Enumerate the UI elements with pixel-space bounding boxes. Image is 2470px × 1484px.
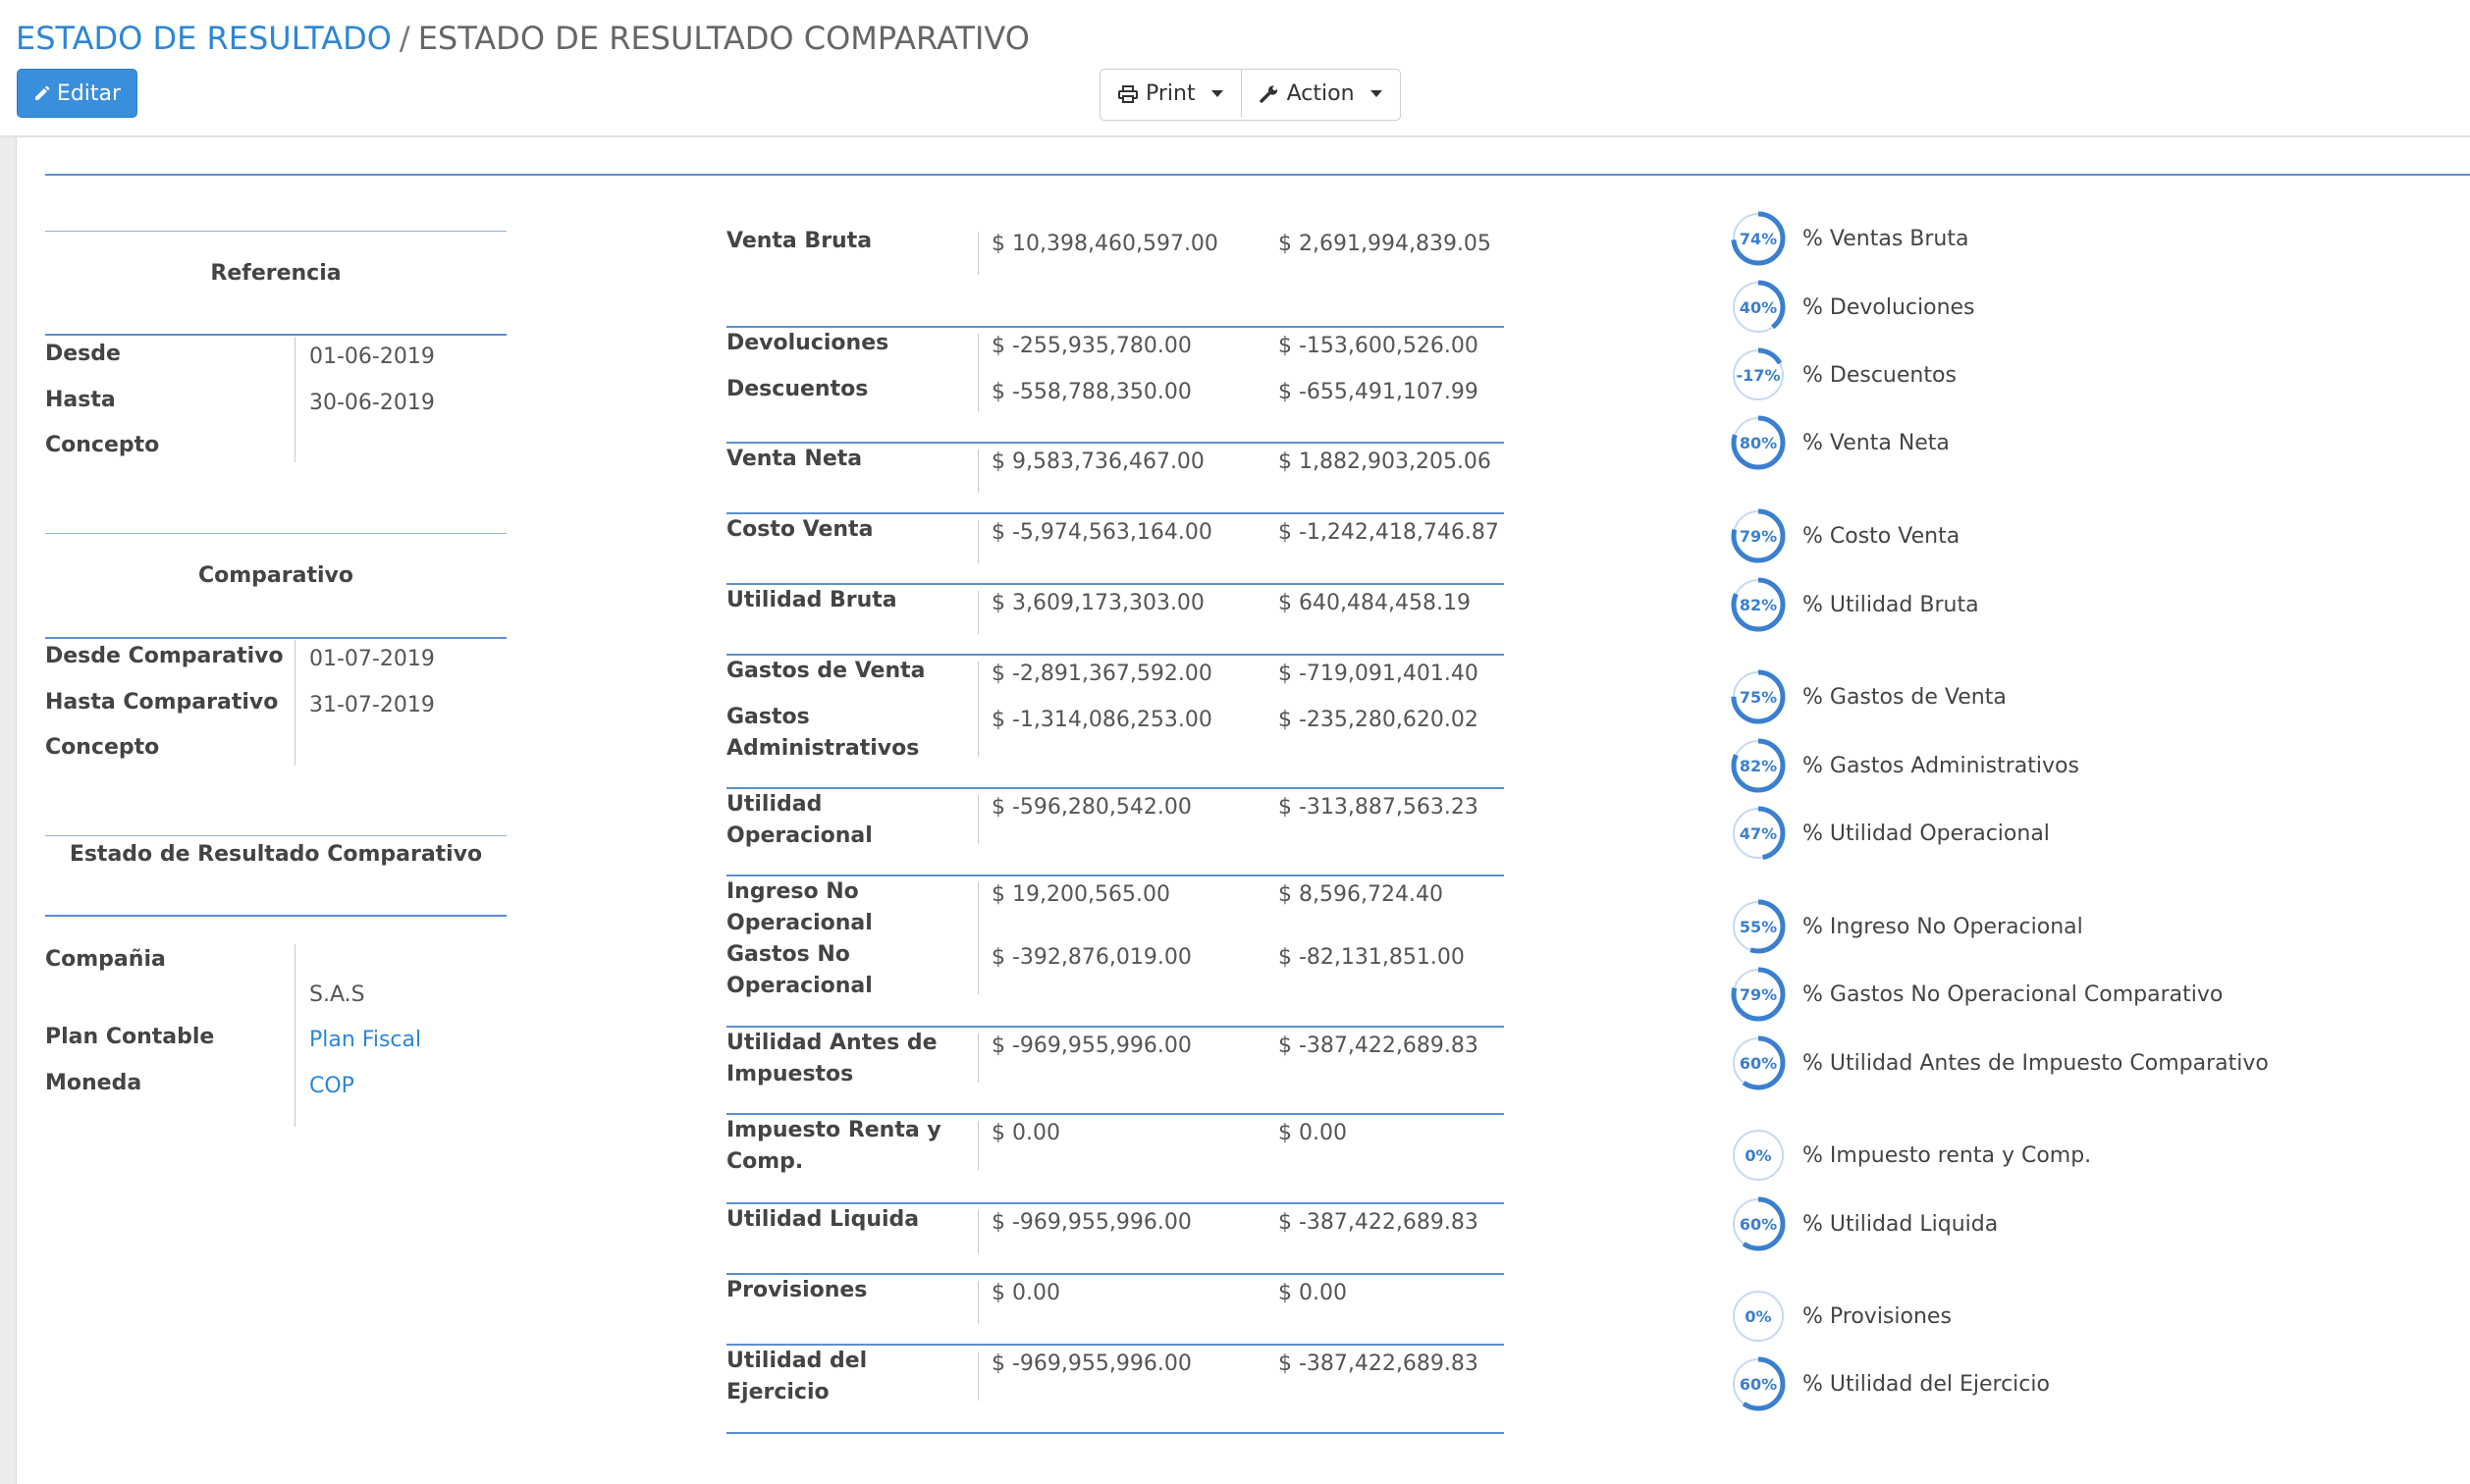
- percentage-item: [1730, 1195, 1998, 1252]
- percentage-label: % Utilidad Bruta: [1802, 592, 1979, 617]
- divider: [45, 231, 507, 232]
- statement-row-value-comparative: $ 2,691,994,839.05: [1278, 232, 1491, 256]
- percentage-label: % Gastos de Venta: [1802, 684, 2007, 710]
- breadcrumb-parent-link[interactable]: ESTADO DE RESULTADO: [16, 20, 392, 57]
- progress-ring: [1730, 1127, 1787, 1184]
- percentage-label: % Gastos No Operacional Comparativo: [1802, 981, 2224, 1007]
- statement-row-value-comparative: $ -387,422,689.83: [1278, 1034, 1478, 1058]
- percentage-item: [1730, 414, 1950, 471]
- statement-row-value-reference: $ -969,955,996.00: [992, 1034, 1192, 1058]
- progress-ring-value: 60%: [1739, 1053, 1778, 1073]
- divider: [978, 520, 979, 563]
- percentage-label: % Gastos Administrativos: [1802, 753, 2079, 778]
- progress-ring-value: 60%: [1739, 1374, 1778, 1394]
- progress-ring: [1730, 210, 1787, 267]
- sheet-background: [0, 137, 17, 1484]
- plan-contable-link[interactable]: Plan Fiscal: [309, 1028, 422, 1052]
- progress-ring: [1730, 576, 1787, 633]
- progress-ring-value: 60%: [1739, 1214, 1778, 1234]
- chevron-down-icon: [1370, 90, 1382, 97]
- statement-row-value-reference: $ 19,200,565.00: [992, 882, 1170, 907]
- desde-comparativo-label: Desde Comparativo: [45, 644, 284, 668]
- statement-row-value-comparative: $ 0.00: [1278, 1281, 1347, 1305]
- statement-row-value-reference: $ -1,314,086,253.00: [992, 708, 1212, 732]
- divider: [726, 874, 1504, 876]
- compania-label: Compañia: [45, 947, 166, 972]
- statement-row-label: Venta Bruta: [726, 229, 873, 253]
- progress-ring: [1730, 279, 1787, 336]
- divider: [726, 1273, 1504, 1275]
- desde-comparativo-value: 01-07-2019: [309, 647, 435, 671]
- statement-row-value-reference: $ 0.00: [992, 1281, 1060, 1305]
- pencil-icon: [33, 84, 51, 102]
- statement-row-value-comparative: $ -387,422,689.83: [1278, 1210, 1478, 1235]
- statement-row-value-reference: $ 9,583,736,467.00: [992, 450, 1205, 474]
- statement-row-value-comparative: $ -1,242,418,746.87: [1278, 520, 1499, 545]
- statement-row-value-reference: $ -558,788,350.00: [992, 380, 1192, 404]
- percentage-item: [1730, 1127, 2091, 1184]
- progress-ring: [1730, 805, 1787, 862]
- statement-row-value-comparative: $ 0.00: [1278, 1121, 1347, 1145]
- percentage-item: [1730, 737, 2079, 794]
- statement-row-label: Gastos de Venta: [726, 659, 926, 683]
- statement-row-value-reference: $ -392,876,019.00: [992, 945, 1192, 970]
- divider: [978, 1121, 979, 1170]
- statement-row-label: Ingreso No Operacional: [726, 879, 873, 935]
- wrench-icon: [1260, 84, 1279, 104]
- progress-ring: [1730, 1355, 1787, 1412]
- comparativo-title: Comparativo: [198, 563, 353, 588]
- percentage-label: % Ingreso No Operacional: [1802, 914, 2083, 939]
- percentage-label: % Devoluciones: [1802, 294, 1975, 320]
- progress-ring: [1730, 1288, 1787, 1345]
- divider: [726, 1432, 1504, 1434]
- plan-contable-label: Plan Contable: [45, 1025, 215, 1049]
- percentage-item: [1730, 346, 1957, 403]
- statement-row-label: Venta Neta: [726, 447, 863, 471]
- divider: [978, 450, 979, 493]
- divider: [726, 1344, 1504, 1346]
- statement-row-value-reference: $ 3,609,173,303.00: [992, 591, 1205, 615]
- divider: [726, 1202, 1504, 1204]
- concepto-label: Concepto: [45, 433, 160, 457]
- progress-ring-value: 55%: [1739, 917, 1778, 936]
- divider: [45, 835, 507, 836]
- percentage-label: % Descuentos: [1802, 362, 1957, 388]
- divider: [726, 442, 1504, 444]
- hasta-label: Hasta: [45, 388, 116, 412]
- divider: [726, 787, 1504, 789]
- divider: [726, 1026, 1504, 1028]
- statement-row-label: Costo Venta: [726, 517, 874, 542]
- print-button[interactable]: [1101, 70, 1241, 118]
- print-action-group: [1100, 69, 1401, 121]
- percentage-label: % Utilidad Antes de Impuesto Comparativo: [1802, 1050, 2269, 1076]
- desde-value: 01-06-2019: [309, 344, 435, 369]
- percentage-label: % Utilidad Liquida: [1802, 1211, 1999, 1237]
- statement-row-value-comparative: $ -655,491,107.99: [1278, 380, 1478, 404]
- progress-ring-value: 74%: [1739, 229, 1778, 248]
- print-button-label: Print: [1146, 81, 1196, 106]
- percentage-item: [1730, 279, 1975, 336]
- statement-row-label: Gastos No Operacional: [726, 942, 873, 998]
- progress-ring: [1730, 966, 1787, 1023]
- statement-row-label: Gastos Administrativos: [726, 705, 920, 761]
- percentage-item: [1730, 805, 2050, 862]
- percentage-label: % Ventas Bruta: [1802, 226, 1969, 251]
- chevron-down-icon: [1211, 90, 1223, 97]
- percentage-item: [1730, 966, 2223, 1023]
- divider: [978, 1034, 979, 1083]
- statement-row-label: Devoluciones: [726, 331, 889, 355]
- statement-row-value-reference: $ -596,280,542.00: [992, 795, 1192, 820]
- divider: [45, 334, 507, 336]
- progress-ring: [1730, 668, 1787, 725]
- edit-button-label: Editar: [56, 80, 122, 106]
- percentage-label: % Provisiones: [1802, 1303, 1952, 1329]
- statement-row-value-reference: $ -969,955,996.00: [992, 1210, 1192, 1235]
- statement-row-label: Utilidad Liquida: [726, 1207, 920, 1232]
- divider: [978, 334, 979, 412]
- percentage-item: [1730, 668, 2007, 725]
- statement-row-value-reference: $ 10,398,460,597.00: [992, 232, 1218, 256]
- desde-label: Desde: [45, 342, 121, 366]
- divider: [978, 1352, 979, 1401]
- statement-row-value-comparative: $ -235,280,620.02: [1278, 708, 1478, 732]
- statement-row-value-reference: $ -255,935,780.00: [992, 334, 1192, 358]
- progress-ring: [1730, 414, 1787, 471]
- progress-ring: [1730, 737, 1787, 794]
- breadcrumb: [16, 20, 1030, 57]
- percentage-label: % Impuesto renta y Comp.: [1802, 1142, 2092, 1168]
- statement-row-value-comparative: $ -719,091,401.40: [1278, 662, 1478, 686]
- percentage-label: % Costo Venta: [1802, 523, 1960, 549]
- percentage-label: % Utilidad del Ejercicio: [1802, 1371, 2050, 1397]
- percentage-item: [1730, 576, 1979, 633]
- percentage-label: % Utilidad Operacional: [1802, 821, 2050, 846]
- progress-ring-value: -17%: [1736, 365, 1781, 385]
- compania-value: S.A.S: [309, 982, 365, 1007]
- statement-row-value-comparative: $ -387,422,689.83: [1278, 1352, 1478, 1376]
- percentage-item: [1730, 1288, 1952, 1345]
- statement-row-label: Utilidad Operacional: [726, 792, 873, 848]
- percentage-item: [1730, 210, 1968, 267]
- divider: [978, 1281, 979, 1324]
- statement-row-label: Utilidad Bruta: [726, 588, 897, 612]
- statement-row-label: Utilidad Antes de Impuestos: [726, 1031, 938, 1086]
- percentage-label: % Venta Neta: [1802, 430, 1950, 455]
- percentage-item: [1730, 1355, 2050, 1412]
- moneda-link[interactable]: COP: [309, 1074, 354, 1098]
- statement-row-value-comparative: $ -82,131,851.00: [1278, 945, 1465, 970]
- statement-row-value-reference: $ -5,974,563,164.00: [992, 520, 1212, 545]
- progress-ring-value: 82%: [1739, 595, 1778, 614]
- sheet-top-rule: [45, 174, 2470, 176]
- control-panel: [0, 0, 2470, 137]
- statement-row-label: Descuentos: [726, 377, 869, 401]
- divider: [45, 915, 507, 917]
- referencia-title: Referencia: [210, 261, 342, 286]
- statement-row-value-reference: $ -2,891,367,592.00: [992, 662, 1212, 686]
- estado-title: Estado de Resultado Comparativo: [69, 842, 483, 867]
- edit-button[interactable]: [17, 69, 137, 118]
- progress-ring-value: 82%: [1739, 756, 1778, 775]
- progress-ring-value: 0%: [1745, 1145, 1772, 1165]
- statement-row-value-comparative: $ 1,882,903,205.06: [1278, 450, 1491, 474]
- percentage-item: [1730, 1034, 2269, 1091]
- action-button-label: Action: [1286, 81, 1355, 106]
- breadcrumb-separator: /: [399, 20, 410, 57]
- concepto-comparativo-label: Concepto: [45, 735, 160, 760]
- divider: [978, 795, 979, 844]
- printer-icon: [1118, 85, 1138, 103]
- divider: [726, 1113, 1504, 1115]
- hasta-comparativo-value: 31-07-2019: [309, 693, 435, 717]
- percentage-item: [1730, 507, 1960, 564]
- percentage-item: [1730, 898, 2083, 955]
- divider: [45, 533, 507, 534]
- statement-row-value-comparative: $ 8,596,724.40: [1278, 882, 1443, 907]
- statement-row-value-comparative: $ -153,600,526.00: [1278, 334, 1478, 358]
- progress-ring-value: 79%: [1739, 984, 1778, 1004]
- divider: [45, 637, 507, 639]
- divider: [978, 591, 979, 634]
- hasta-value: 30-06-2019: [309, 391, 435, 415]
- moneda-label: Moneda: [45, 1071, 142, 1095]
- divider: [726, 583, 1504, 585]
- hasta-comparativo-label: Hasta Comparativo: [45, 690, 279, 715]
- breadcrumb-current: ESTADO DE RESULTADO COMPARATIVO: [417, 20, 1030, 57]
- progress-ring-value: 0%: [1745, 1306, 1772, 1326]
- divider: [726, 654, 1504, 656]
- progress-ring-value: 40%: [1739, 297, 1778, 317]
- action-button[interactable]: [1241, 70, 1400, 118]
- progress-ring: [1730, 346, 1787, 403]
- statement-row-label: Impuesto Renta y Comp.: [726, 1118, 941, 1174]
- progress-ring: [1730, 1195, 1787, 1252]
- statement-row-label: Provisiones: [726, 1278, 868, 1302]
- divider: [726, 512, 1504, 514]
- divider: [726, 326, 1504, 328]
- statement-row-label: Utilidad del Ejercicio: [726, 1349, 868, 1404]
- statement-row-value-reference: $ 0.00: [992, 1121, 1060, 1145]
- progress-ring: [1730, 507, 1787, 564]
- progress-ring: [1730, 1034, 1787, 1091]
- divider: [978, 662, 979, 757]
- progress-ring-value: 80%: [1739, 433, 1778, 452]
- divider: [978, 1210, 979, 1253]
- statement-row-value-comparative: $ -313,887,563.23: [1278, 795, 1478, 820]
- divider: [978, 232, 979, 275]
- progress-ring-value: 47%: [1739, 823, 1778, 843]
- statement-row-value-reference: $ -969,955,996.00: [992, 1352, 1192, 1376]
- progress-ring: [1730, 898, 1787, 955]
- progress-ring-value: 75%: [1739, 687, 1778, 707]
- progress-ring-value: 79%: [1739, 526, 1778, 546]
- divider: [978, 882, 979, 994]
- statement-row-value-comparative: $ 640,484,458.19: [1278, 591, 1471, 615]
